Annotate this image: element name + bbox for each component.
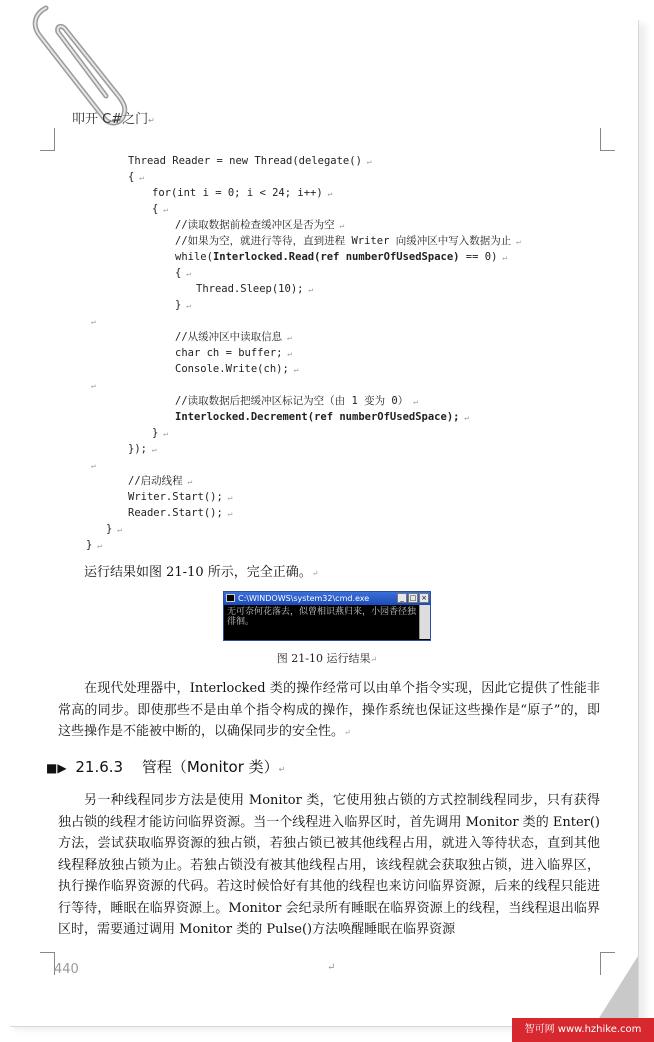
header-title: 叩开 C#之门 [72, 112, 149, 127]
code-bold-text: Interlocked.Decrement(ref numberOfUsedSpace); [175, 411, 460, 423]
code-text: } [175, 299, 182, 311]
code-text: { [152, 203, 159, 215]
cmd-window-figure [223, 591, 431, 641]
code-text: //如果为空，就进行等待，直到进程 Writer 向缓冲区中写入数据为止 [175, 235, 512, 247]
code-line: { ↵ [128, 171, 144, 183]
crop-mark-bottom-right [600, 952, 615, 975]
code-line: } ↵ [86, 539, 102, 551]
code-line: } ↵ [106, 523, 122, 535]
section-heading: ■▶ 21.6.3 管程（Monitor 类）↵ [46, 758, 286, 776]
code-text: } [152, 427, 159, 439]
code-text: Writer.Start(); [128, 491, 223, 503]
watermark: 智可网 www.hzhike.com [512, 1018, 654, 1042]
code-line: ↵ [86, 461, 96, 470]
code-line: { ↵ [175, 267, 191, 279]
code-text: Thread Reader = new Thread(delegate() [128, 155, 362, 167]
code-line: } ↵ [175, 299, 191, 311]
section-title: 管程（Monitor 类） [141, 758, 279, 776]
code-line: //启动线程 ↵ [128, 475, 193, 487]
code-text: == 0) [459, 251, 498, 263]
code-line: //读取数据后把缓冲区标记为空（由 1 变为 0） ↵ [175, 395, 418, 407]
crop-mark-top-left [40, 128, 55, 151]
code-line: for(int i = 0; i < 24; i++) ↵ [152, 187, 333, 199]
section-number: 21.6.3 [75, 758, 124, 776]
cmd-icon [226, 594, 235, 602]
code-text: Thread.Sleep(10); [196, 283, 304, 295]
cmd-output: 无可奈何花落去，似曾相识燕归来，小园香径独徘徊。 [227, 607, 417, 627]
code-text: //从缓冲区中读取信息 [175, 331, 283, 343]
cmd-title-bar [224, 592, 430, 605]
code-line: char ch = buffer; ↵ [175, 347, 293, 359]
maximize-icon: □ [409, 594, 417, 602]
code-text: char ch = buffer; [175, 347, 283, 359]
code-line: Writer.Start(); ↵ [128, 491, 233, 503]
result-line-text: 运行结果如图 21-10 所示，完全正确。 [84, 565, 312, 580]
code-line: } ↵ [152, 427, 168, 439]
code-text: Console.Write(ch); [175, 363, 289, 375]
code-text: Reader.Start(); [128, 507, 223, 519]
paragraph-interlocked-text: 在现代处理器中，Interlocked 类的操作经常可以由单个指令实现，因此它提供了性能非常高的同步。即使那些不是由单个指令构成的操作，操作系统也保证这些操作是“原子”的，即这些操作是不能被中断的，以确保同步的安全性。 [58, 681, 600, 739]
code-text: } [86, 539, 93, 551]
code-text: while( [175, 251, 213, 263]
code-text: } [106, 523, 113, 535]
cmd-title: C:\WINDOWS\system32\cmd.exe [238, 594, 370, 603]
running-header: 叩开 C#之门↵ [72, 112, 155, 127]
page-number: 440 [54, 962, 79, 977]
crop-mark-bottom-left [40, 952, 55, 975]
close-icon: × [419, 593, 429, 603]
code-bold-text: Interlocked.Read(ref numberOfUsedSpace) [212, 251, 460, 263]
paragraph-interlocked: 在现代处理器中，Interlocked 类的操作经常可以由单个指令实现，因此它提供了性能非常高的同步。即使那些不是由单个指令构成的操作，操作系统也保证这些操作是“原子”的，即这些操作是不能被中断的，以确保同步的安全性。↵ [58, 681, 600, 739]
code-line: //从缓冲区中读取信息 ↵ [175, 331, 292, 343]
code-line: }); ↵ [128, 443, 157, 455]
code-line: Reader.Start(); ↵ [128, 507, 233, 519]
crop-mark-top-right [600, 128, 615, 151]
code-line: ↵ [86, 381, 96, 390]
code-text: for(int i = 0; i < 24; i++) [152, 187, 323, 199]
code-text: //读取数据后把缓冲区标记为空（由 1 变为 0） [175, 395, 409, 407]
code-line: //如果为空，就进行等待，直到进程 Writer 向缓冲区中写入数据为止 ↵ [175, 235, 521, 247]
code-line: Console.Write(ch); ↵ [175, 363, 299, 375]
section-arrow-icon: ■▶ [46, 761, 67, 775]
code-text: { [175, 267, 182, 279]
figure-caption-text: 图 21-10 运行结果 [276, 652, 371, 665]
cmd-scrollbar [419, 605, 430, 639]
code-line: ↵ [86, 317, 96, 326]
code-line: Thread Reader = new Thread(delegate() ↵ [128, 155, 372, 167]
footer-return-mark: ↵ [327, 962, 336, 973]
result-line: 运行结果如图 21-10 所示，完全正确。↵ [84, 565, 319, 580]
code-line: //读取数据前检查缓冲区是否为空 ↵ [175, 219, 345, 231]
code-text: //启动线程 [128, 475, 183, 487]
code-line: { ↵ [152, 203, 168, 215]
minimize-icon: _ [397, 593, 407, 603]
code-text: //读取数据前检查缓冲区是否为空 [175, 219, 335, 231]
code-line: while(Interlocked.Read(ref numberOfUsedSpace) == 0) ↵ [175, 251, 508, 263]
figure-caption: 图 21-10 运行结果↵ [276, 652, 378, 665]
code-text: { [128, 171, 135, 183]
paragraph-monitor [58, 790, 600, 941]
cmd-window-controls [397, 593, 429, 603]
code-line: Thread.Sleep(10); ↵ [196, 283, 314, 295]
code-line: Interlocked.Decrement(ref numberOfUsedSpace); ↵ [175, 411, 470, 423]
paragraph-monitor-text: 另一种线程同步方法是使用 Monitor 类，它使用独占锁的方式控制线程同步，只有获得独占锁的线程才能访问临界资源。当一个线程进入临界区时，首先调用 Monitor 类的 Enter()方法，尝试获取临界资源的独占锁，若独占锁已被其他线程占用，就进入等待状态，直到其他线程释放独占锁为止。若独占锁没有被其他线程占用，该线程就会获取独占锁，进入临界区，执行操作临界资源的代码。若这时候恰好有其他的线程也来访问临界资源，后来的线程只能进行等待，睡眠在临界资源上。Monitor 会纪录所有睡眠在临界资源上的线程，当线程退出临界区时，需要通过调用 Monitor 类的 Pulse()方法唤醒睡眠在临界资源 [58, 793, 600, 937]
code-text: }); [128, 443, 147, 455]
